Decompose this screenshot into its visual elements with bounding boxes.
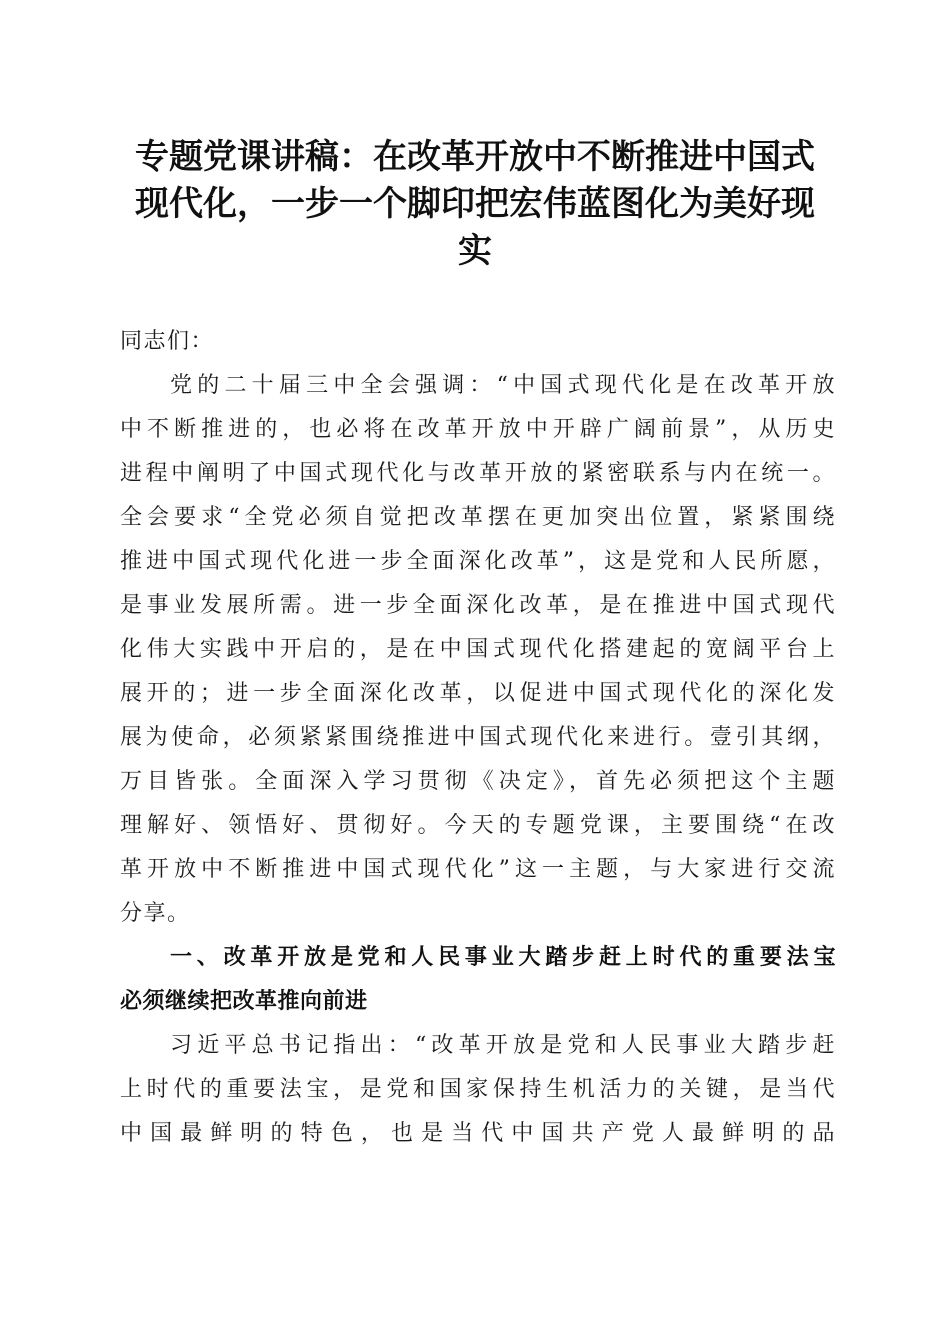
paragraph-line: 党的二十届三中全会强调：“中国式现代化是在改革开放 [170, 373, 836, 398]
title-line: 专题党课讲稿：在改革开放中不断推进中国式 [135, 137, 815, 177]
paragraph-line: 化伟大实践中开启的，是在中国式现代化搭建起的宽阔平台上 [120, 637, 836, 662]
paragraph-line: 全会要求“全党必须自觉把改革摆在更加突出位置，紧紧围绕 [120, 505, 836, 530]
paragraph-line: 中不断推进的，也必将在改革开放中开辟广阔前景”，从历史 [120, 417, 836, 442]
heading-line: 一、改革开放是党和人民事业大踏步赶上时代的重要法宝 [170, 945, 836, 970]
paragraph-intro [120, 364, 836, 936]
paragraph-line: 中国最鲜明的特色，也是当代中国共产党人最鲜明的品 [120, 1121, 836, 1146]
paragraph-line: 万目皆张。全面深入学习贯彻《决定》，首先必须把这个主题 [120, 769, 836, 794]
greeting: 同志们： [120, 329, 215, 354]
paragraph-line: 理解好、领悟好、贯彻好。今天的专题党课，主要围绕“在改 [120, 813, 836, 838]
paragraph-line: 习近平总书记指出：“改革开放是党和人民事业大踏步赶 [170, 1033, 836, 1058]
paragraph-line: 革开放中不断推进中国式现代化”这一主题，与大家进行交流 [120, 857, 836, 882]
paragraph-line: 展为使命，必须紧紧围绕推进中国式现代化来进行。壹引其纲， [120, 725, 836, 750]
paragraph-line: 上时代的重要法宝，是党和国家保持生机活力的关键，是当代 [120, 1077, 836, 1102]
paragraph-line: 展开的；进一步全面深化改革，以促进中国式现代化的深化发 [120, 681, 836, 706]
document-title [100, 134, 850, 275]
title-line: 现代化，一步一个脚印把宏伟蓝图化为美好现 [135, 184, 815, 224]
paragraph-line: 进程中阐明了中国式现代化与改革开放的紧密联系与内在统一。 [120, 461, 836, 486]
section-heading-1 [120, 936, 836, 1024]
paragraph-line: 是事业发展所需。进一步全面深化改革，是在推进中国式现代 [120, 593, 836, 618]
title-line: 实 [458, 231, 492, 271]
paragraph-line: 推进中国式现代化进一步全面深化改革”，这是党和人民所愿， [120, 549, 836, 574]
heading-line: 必须继续把改革推向前进 [120, 989, 368, 1014]
paragraph-section-1 [120, 1024, 836, 1156]
paragraph-line: 分享。 [120, 901, 191, 926]
document-body [120, 320, 836, 1156]
